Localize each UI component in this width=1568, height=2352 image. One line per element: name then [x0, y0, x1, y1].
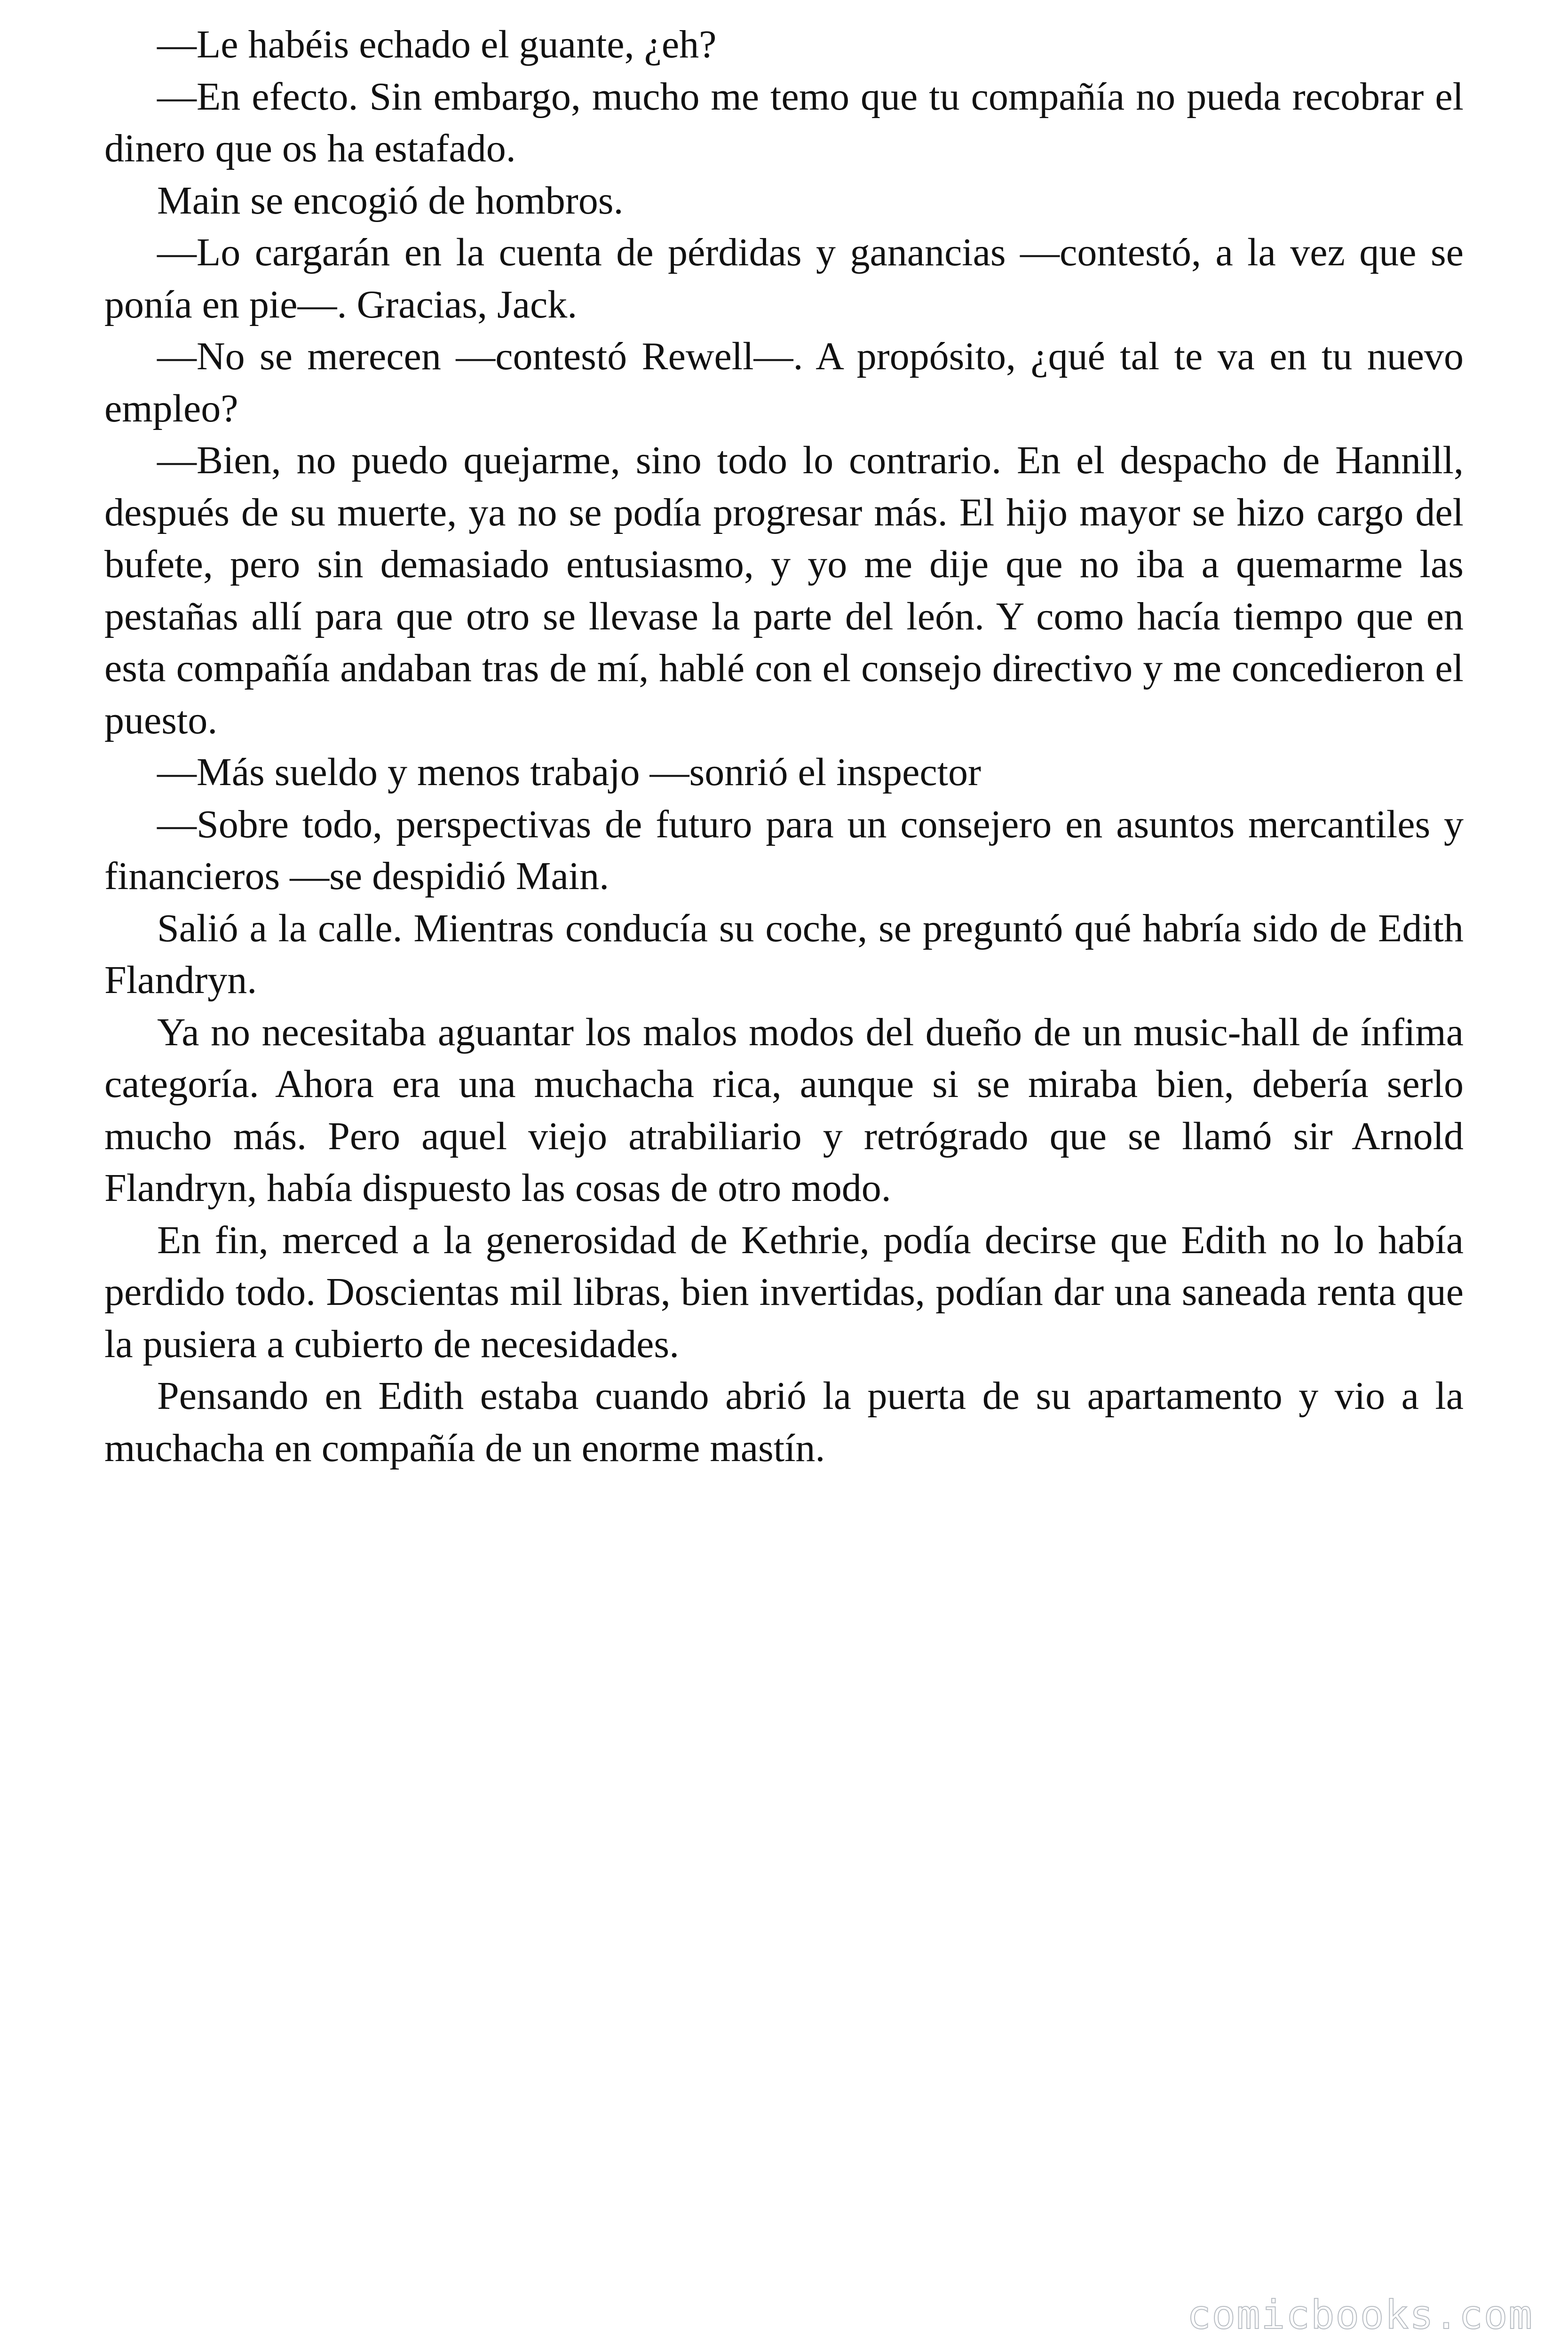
paragraph-3: Main se encogió de hombros. — [157, 178, 624, 222]
paragraph-6: —Bien, no puedo quejarme, sino todo lo contrario. En el despacho de Hannill, después de su muerte, ya no se podía progresar más. El hijo mayor se hizo cargo del bufete, pero sin demasiado entusiasmo, y yo me dije que no iba a quemarme las pestañas allí para que otro se llevase la parte del león. Y como hacía tiempo que en esta compañía andaban tras de mí, hablé con el consejo directivo y me concedieron el puesto. — [104, 438, 1464, 742]
page-text — [104, 19, 1464, 1474]
paragraph-9: Salió a la calle. Mientras conducía su coche, se preguntó qué habría sido de Edith Flandryn. — [104, 906, 1464, 1002]
paragraph-5: —No se merecen —contestó Rewell—. A propósito, ¿qué tal te va en tu nuevo empleo? — [104, 334, 1464, 430]
paragraph-7: —Más sueldo y menos trabajo —sonrió el inspector — [157, 750, 982, 794]
paragraph-11: En fin, merced a la generosidad de Kethrie, podía decirse que Edith no lo había perdido todo. Doscientas mil libras, bien invertidas, podían dar una saneada renta que la pusiera a cubierto de necesidades. — [104, 1218, 1464, 1366]
paragraph-12: Pensando en Edith estaba cuando abrió la puerta de su apartamento y vio a la muchacha en compañía de un enorme mastín. — [104, 1374, 1464, 1470]
paragraph-4: —Lo cargarán en la cuenta de pérdidas y ganancias —contestó, a la vez que se ponía en pie—. Gracias, Jack. — [104, 230, 1464, 326]
paragraph-2: —En efecto. Sin embargo, mucho me temo que tu compañía no pueda recobrar el dinero que os ha estafado. — [104, 74, 1464, 170]
paragraph-10: Ya no necesitaba aguantar los malos modos del dueño de un music-hall de ínfima categoría. Ahora era una muchacha rica, aunque si se miraba bien, debería serlo mucho más. Pero aquel viejo atrabiliario y retrógrado que se llamó sir Arnold Flandryn, había dispuesto las cosas de otro modo. — [104, 1010, 1464, 1210]
paragraph-1: —Le habéis echado el guante, ¿eh? — [157, 23, 717, 66]
watermark: comicbooks.com — [1187, 2292, 1533, 2338]
paragraph-8: —Sobre todo, perspectivas de futuro para un consejero en asuntos mercantiles y financieros —se despidió Main. — [104, 802, 1464, 898]
